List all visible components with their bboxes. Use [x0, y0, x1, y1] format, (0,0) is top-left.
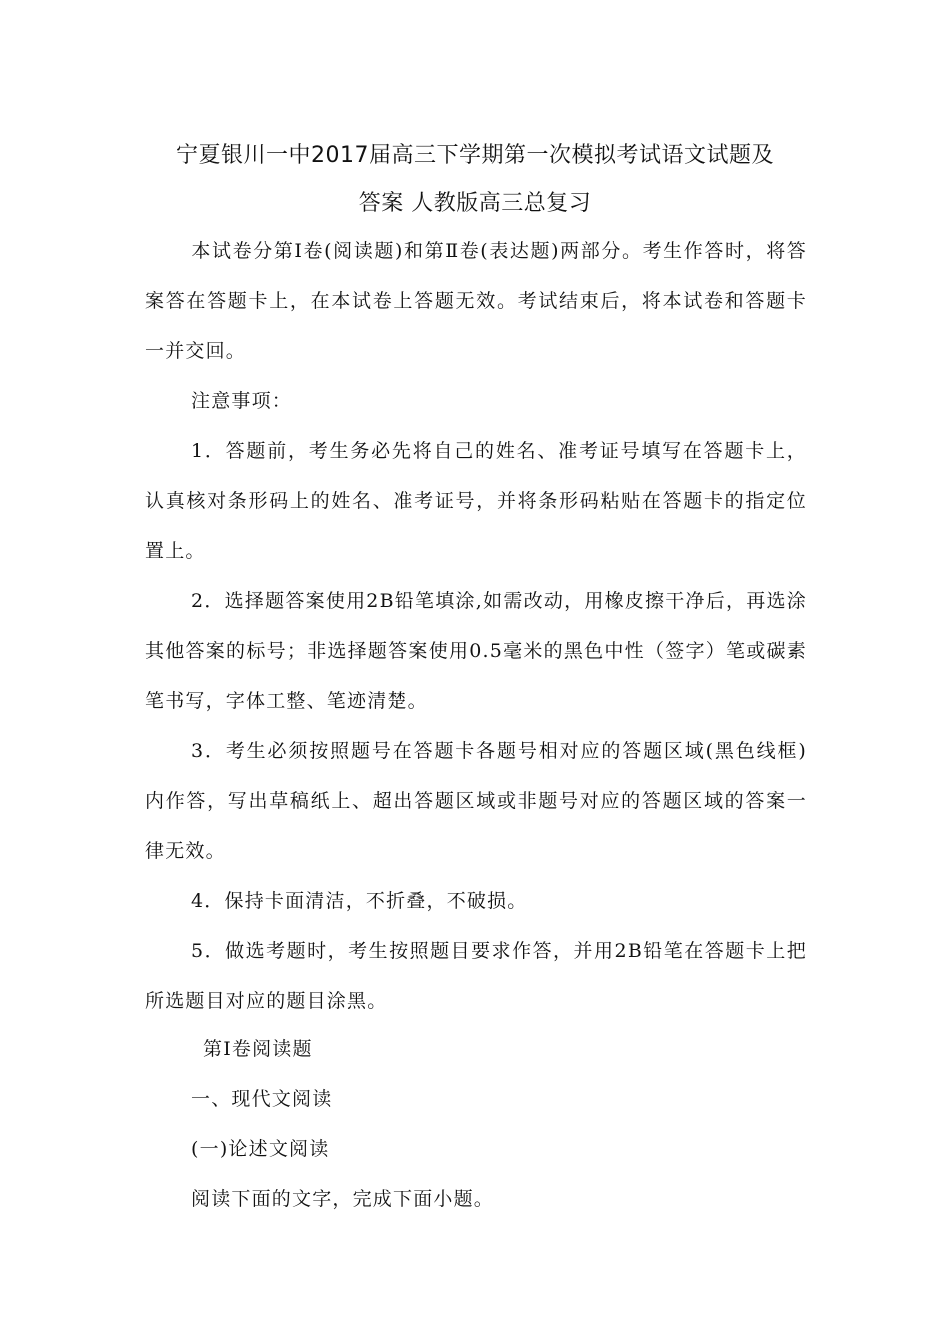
subpart-heading: (一)论述文阅读 — [191, 1138, 330, 1160]
notice-item-1 — [145, 426, 807, 576]
notice-item-2 — [145, 576, 807, 726]
notice-text: 2．选择题答案使用2B铅笔填涂,如需改动，用橡皮擦干净后，再选涂其他答案的标号；非选择题答案使用0.5毫米的黑色中性（签字）笔或碳素笔书写，字体工整、笔迹清楚。 — [145, 590, 807, 712]
notice-text: 5．做选考题时，考生按照题目要求作答，并用2B铅笔在答题卡上把所选题目对应的题目涂黑。 — [145, 940, 807, 1012]
notice-text: 1．答题前，考生务必先将自己的姓名、准考证号填写在答题卡上，认真核对条形码上的姓名、准考证号，并将条形码粘贴在答题卡的指定位置上。 — [145, 440, 807, 562]
intro-paragraph — [145, 226, 807, 376]
notice-text: 3．考生必须按照题号在答题卡各题号相对应的答题区域(黑色线框)内作答，写出草稿纸上、超出答题区域或非题号对应的答题区域的答案一律无效。 — [145, 740, 807, 862]
document-title-line-2: 答案 人教版高三总复习 — [358, 191, 592, 216]
intro-text: 本试卷分第Ⅰ卷(阅读题)和第Ⅱ卷(表达题)两部分。考生作答时，将答案答在答题卡上，在本试卷上答题无效。考试结束后，将本试卷和答题卡一并交回。 — [145, 240, 807, 362]
reading-instruction: 阅读下面的文字，完成下面小题。 — [191, 1188, 495, 1210]
part-heading: 一、现代文阅读 — [191, 1088, 333, 1110]
notice-item-4 — [145, 876, 807, 926]
notice-heading: 注意事项： — [191, 390, 293, 412]
notice-item-3 — [145, 726, 807, 876]
section-heading: 第Ⅰ卷阅读题 — [203, 1038, 313, 1060]
notice-text: 4．保持卡面清洁，不折叠，不破损。 — [191, 890, 528, 912]
document-title-line-1: 宁夏银川一中2017届高三下学期第一次模拟考试语文试题及 — [176, 143, 774, 168]
notice-item-5 — [145, 926, 807, 1026]
